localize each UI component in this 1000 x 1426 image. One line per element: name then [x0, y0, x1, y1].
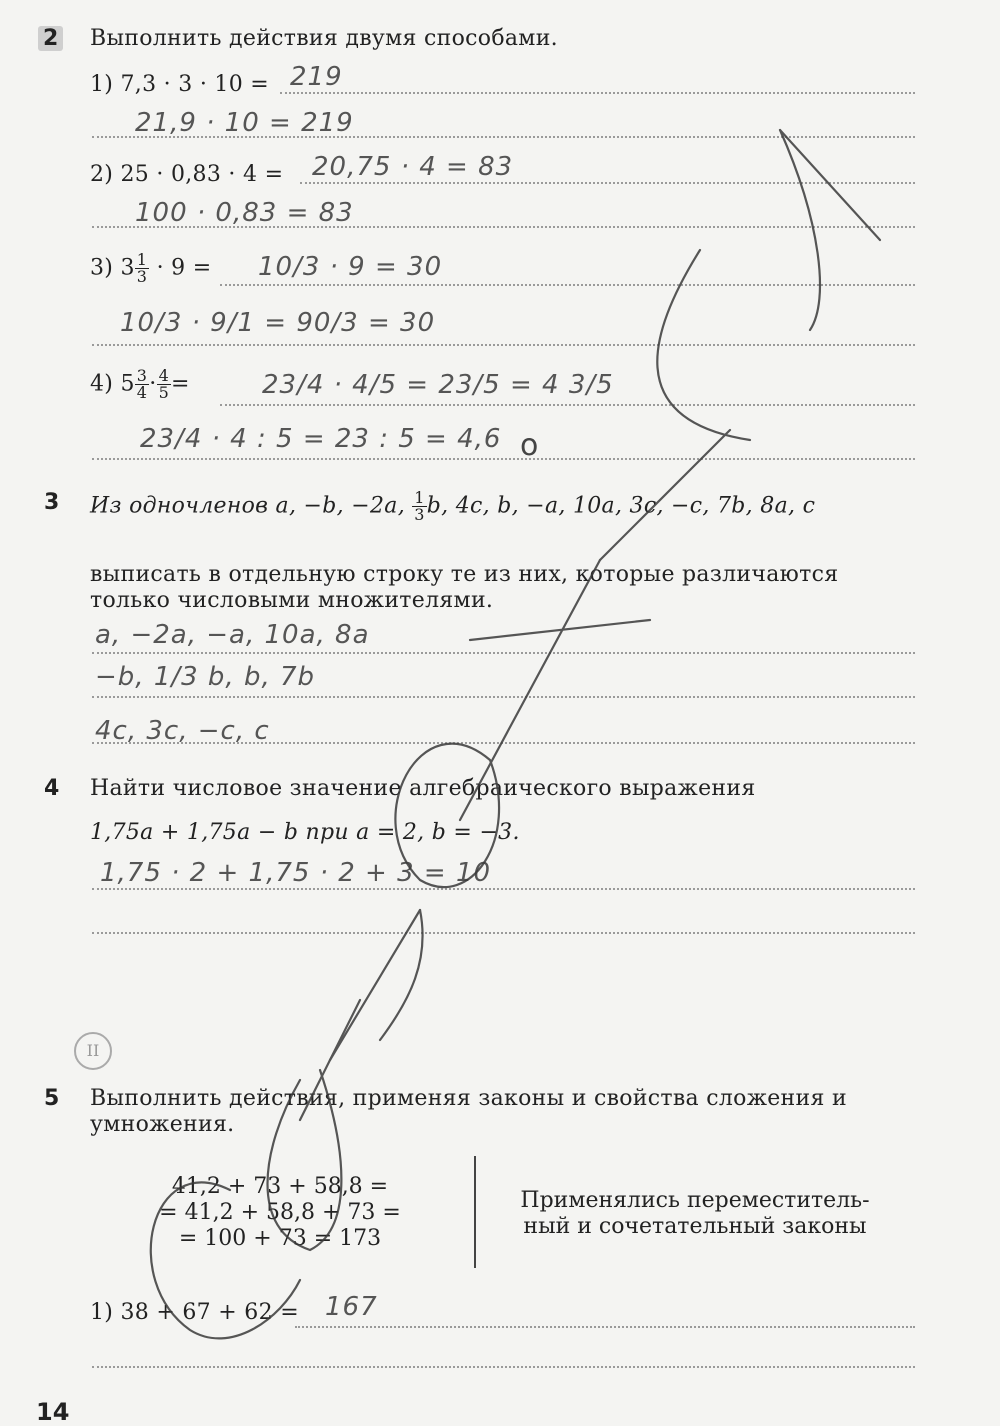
- example-line: = 100 + 73 = 173: [178, 1226, 382, 1251]
- task-item-label: [90, 368, 190, 401]
- fraction-numerator: 4: [158, 366, 170, 385]
- task-text-part: Из одночленов a, −b, −2a,: [90, 493, 405, 519]
- answer-line: [92, 226, 915, 228]
- handwritten-answer: 23/4 · 4 : 5 = 23 : 5 = 4,6: [140, 424, 502, 454]
- fraction-denominator: 4: [136, 383, 148, 402]
- overlay-letter: o: [520, 428, 539, 463]
- answer-line: [280, 92, 915, 94]
- task-number: 2: [38, 26, 63, 51]
- handwritten-answer: 21,9 · 10 = 219: [135, 108, 354, 138]
- task-text-line: только числовыми множителями.: [90, 588, 494, 613]
- fraction: [135, 252, 149, 285]
- fraction: [157, 368, 171, 401]
- example-line: = 41,2 + 58,8 + 73 =: [159, 1200, 401, 1225]
- label-suffix: =: [171, 371, 190, 397]
- handwritten-answer: 20,75 · 4 = 83: [312, 152, 514, 182]
- answer-line: [220, 284, 915, 286]
- task-item-label: [90, 252, 211, 285]
- answer-line: [92, 344, 915, 346]
- label-mid: ·: [149, 371, 157, 397]
- label-prefix: 3) 3: [90, 255, 135, 281]
- handwritten-answer: a, −2a, −a, 10a, 8a: [95, 620, 370, 650]
- answer-line: [92, 742, 915, 744]
- answer-line: [295, 1326, 915, 1328]
- fraction-numerator: 1: [414, 488, 425, 507]
- fraction: [135, 368, 149, 401]
- handwritten-answer: −b, 1/3 b, b, 7b: [95, 662, 316, 692]
- task-item-label: 1) 38 + 67 + 62 =: [90, 1300, 299, 1325]
- label-suffix: · 9 =: [156, 255, 212, 281]
- task-text-line: Выполнить действия, применяя законы и свойства сложения и: [90, 1086, 847, 1111]
- handwritten-answer: 219: [290, 62, 343, 92]
- note-line: ный и сочетательный законы: [523, 1214, 867, 1239]
- fraction-numerator: 3: [136, 366, 148, 385]
- note-line: Применялись переместитель-: [520, 1188, 870, 1213]
- task-text-line: выписать в отдельную строку те из них, которые различаются: [90, 562, 839, 587]
- fraction-denominator: 5: [158, 383, 170, 402]
- example-line: 41,2 + 73 + 58,8 =: [171, 1174, 389, 1199]
- handwritten-answer: 23/4 · 4/5 = 23/5 = 4 3/5: [262, 370, 614, 400]
- handwritten-answer: 4c, 3c, −c, c: [95, 716, 270, 746]
- fraction-denominator: 3: [136, 267, 148, 286]
- task-text: [90, 490, 815, 523]
- task-number: 5: [44, 1086, 60, 1111]
- task-title: Выполнить действия двумя способами.: [90, 26, 558, 51]
- task-title: Найти числовое значение алгебраического выражения: [90, 776, 756, 801]
- task-item-label: 2) 25 · 0,83 · 4 =: [90, 162, 284, 187]
- handwritten-answer: 10/3 · 9/1 = 90/3 = 30: [120, 308, 436, 338]
- label-prefix: 4) 5: [90, 371, 135, 397]
- answer-line: [92, 136, 915, 138]
- answer-line: [92, 458, 915, 460]
- task-text-line: умножения.: [90, 1112, 235, 1137]
- handwritten-answer: 1,75 · 2 + 1,75 · 2 + 3 = 10: [100, 858, 492, 888]
- section-badge: II: [74, 1032, 112, 1070]
- answer-line: [92, 932, 915, 934]
- page-number: 14: [36, 1398, 70, 1426]
- fraction-numerator: 1: [136, 250, 148, 269]
- handwritten-answer: 100 · 0,83 = 83: [135, 198, 354, 228]
- task-item-label: 1) 7,3 · 3 · 10 =: [90, 72, 270, 97]
- answer-line: [220, 404, 915, 406]
- handwritten-answer: 167: [325, 1292, 378, 1322]
- task-number: 3: [44, 490, 60, 515]
- answer-line: [92, 696, 915, 698]
- example-block: [150, 1174, 410, 1252]
- divider: [474, 1156, 476, 1268]
- handwritten-answer: 10/3 · 9 = 30: [258, 252, 443, 282]
- answer-line: [92, 1366, 915, 1368]
- fraction-denominator: 3: [414, 505, 425, 524]
- task-text-part: b, 4c, b, −a, 10a, 3c, −c, 7b, 8a, c: [426, 493, 816, 519]
- answer-line: [92, 652, 915, 654]
- task-number: 4: [44, 776, 60, 801]
- answer-line: [300, 182, 915, 184]
- fraction: [412, 490, 426, 523]
- example-note: [495, 1188, 895, 1240]
- answer-line: [92, 888, 915, 890]
- task-expression: 1,75a + 1,75a − b при a = 2, b = −3.: [90, 820, 520, 845]
